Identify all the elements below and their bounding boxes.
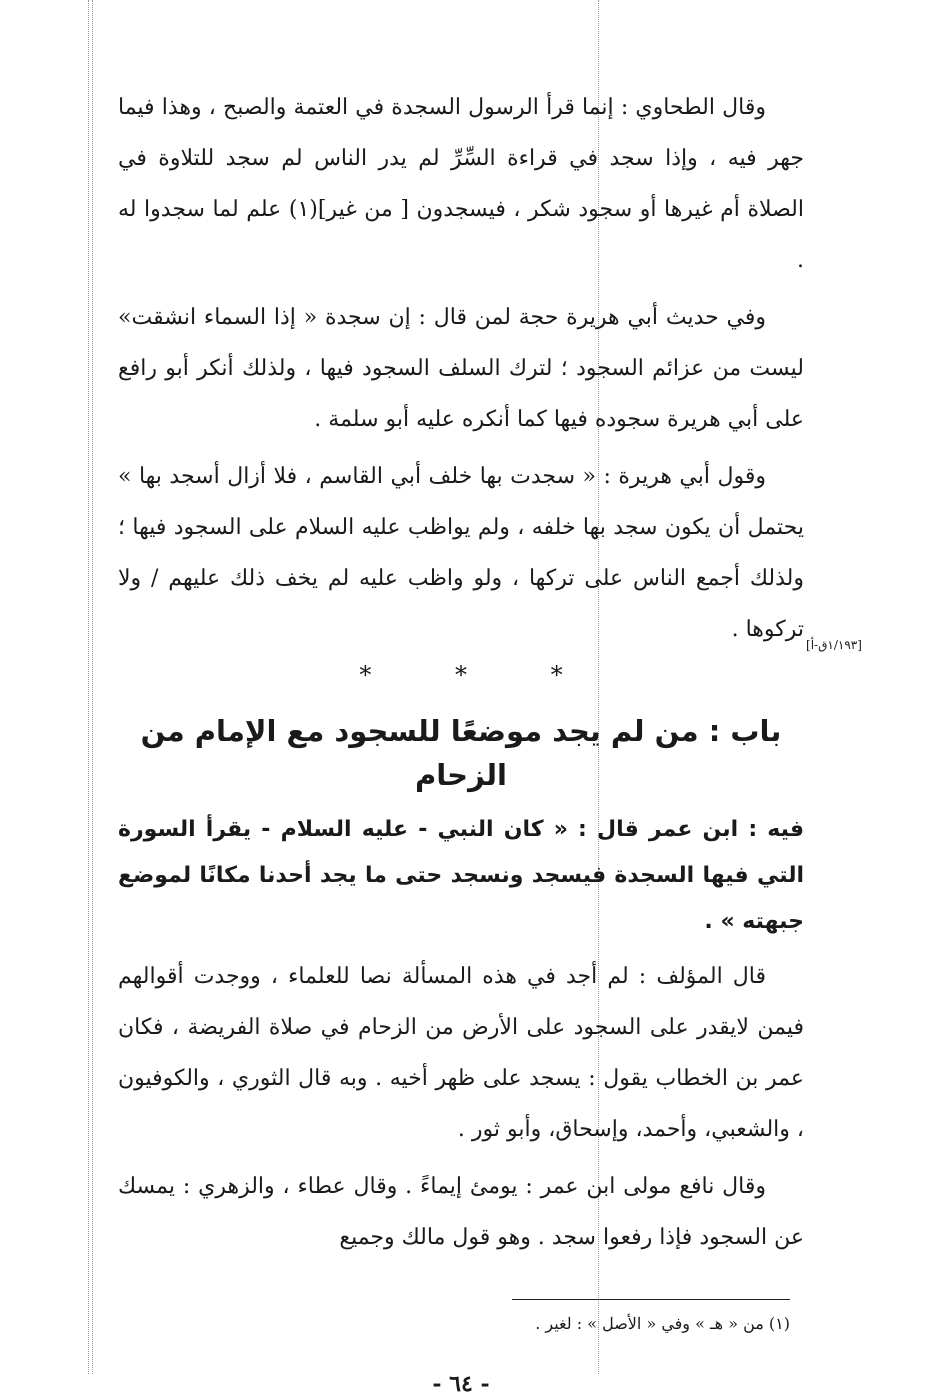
paragraph-abu-hurayra-saying: وقول أبي هريرة : « سجدت بها خلف أبي القاسم ، فلا أزال أسجد بها » يحتمل أن يكون سجد بها خلفه ، ولم يواظب عليه السلام على السجود فيها ؛ ولذلك أجمع الناس على تركها ، ولو واظب عليه لم يخف ذلك عليهم / ولا تركوها . (118, 464, 804, 642)
hadith-text: فيه : ابن عمر قال : « كان النبي - عليه السلام - يقرأ السورة التي فيها السجدة فيسجد ونسجد حتى ما يجد أحدنا مكانًا لموضع جبهته » . (118, 817, 804, 934)
paragraph-tahawi: وقال الطحاوي : إنما قرأ الرسول السجدة في العتمة والصبح ، وهذا فيما جهر فيه ، وإذا سجد في قراءة السِّرِّ لم يدر الناس لم سجد للتلاوة في الصلاة أم غيرها أو سجود شكر ، فيسجدون [ من غير](١) علم لما سجدوا له . (118, 95, 804, 273)
document-page (118, 82, 804, 1397)
manuscript-margin-reference: [١/١٩٣ق-أ] (806, 638, 862, 652)
footnote: (١) من « هـ » وفي « الأصل » : لغير . (535, 1314, 790, 1333)
separator-star: * (359, 661, 372, 689)
paragraph-author: قال المؤلف : لم أجد في هذه المسألة نصا للعلماء ، ووجدت أقوالهم فيمن لايقدر على السجود على الأرض من الزحام في صلاة الفريضة ، فكان عمر بن الخطاب يقول : يسجد على ظهر أخيه . وبه قال الثوري ، والكوفيون ، والشعبي، وأحمد، وإسحاق، وأبو ثور . (118, 964, 804, 1142)
footnote-rule (512, 1299, 790, 1300)
page-number: - ٦٤ - (432, 1371, 490, 1397)
paragraph-nafi: وقال نافع مولى ابن عمر : يومئ إيماءً . وقال عطاء ، والزهري : يمسك عن السجود فإذا رفعوا سجد . وهو قول مالك وجميع (118, 1174, 804, 1250)
separator-star: * (550, 661, 563, 689)
fold-line-left-2 (92, 0, 93, 1374)
separator-star: * (455, 661, 467, 689)
section-separator (118, 661, 804, 689)
paragraph-abu-hurayra-hadith: وفي حديث أبي هريرة حجة لمن قال : إن سجدة « إذا السماء انشقت» ليست من عزائم السجود ؛ لترك السلف السجود فيها ، ولذلك أنكر أبو رافع على أبي هريرة سجوده فيها كما أنكره عليه أبو سلمة . (118, 305, 804, 432)
fold-line-left (88, 0, 89, 1374)
chapter-heading: باب : من لم يجد موضعًا للسجود مع الإمام من الزحام (140, 714, 782, 792)
